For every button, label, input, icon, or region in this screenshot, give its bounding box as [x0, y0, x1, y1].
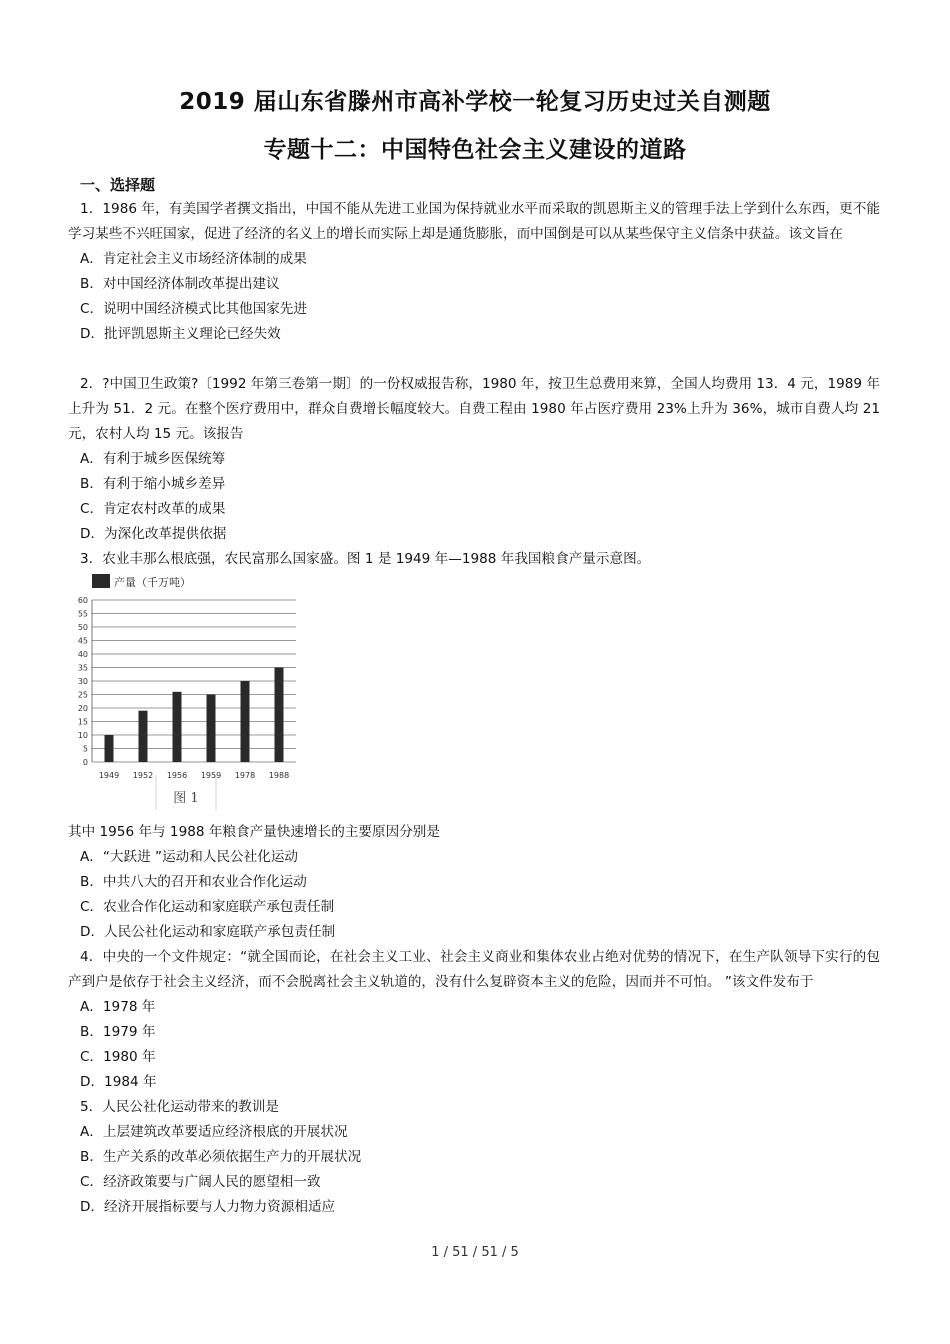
y-tick-label: 0: [82, 758, 88, 767]
y-tick-label: 35: [77, 663, 88, 673]
option-b: B．对中国经济体制改革提出建议: [80, 276, 280, 292]
bar-chart: [68, 570, 308, 815]
bar-1978: [241, 681, 250, 762]
option-d: D．1984 年: [80, 1074, 157, 1090]
y-tick-label: 5: [82, 744, 88, 754]
option-a: A．“大跃进 ”运动和人民公社化运动: [80, 849, 299, 865]
x-tick-label: 1949: [98, 771, 120, 780]
question-followup: 其中 1956 年与 1988 年粮食产量快速增长的主要原因分别是: [68, 824, 440, 840]
option-b: B．1979 年: [80, 1024, 156, 1040]
legend-label: 产量（千万吨）: [114, 576, 191, 589]
y-tick-label: 55: [77, 609, 88, 619]
y-tick-label: 60: [77, 596, 88, 605]
option-b: B．有利于缩小城乡差异: [80, 476, 226, 492]
y-tick-label: 20: [77, 704, 88, 713]
legend-swatch: [92, 574, 110, 588]
bar-1988: [275, 668, 284, 763]
option-d: D．为深化改革提供依据: [80, 526, 227, 542]
option-c: C．经济政策要与广阔人民的愿望相一致: [80, 1174, 321, 1190]
option-c: C．1980 年: [80, 1049, 156, 1065]
y-tick-label: 30: [77, 677, 88, 686]
option-a: A．上层建筑改革要适应经济根底的开展状况: [80, 1124, 348, 1140]
question-2: [68, 372, 880, 547]
y-tick-label: 50: [77, 623, 88, 632]
y-tick-label: 45: [77, 636, 88, 646]
option-a: A．肯定社会主义市场经济体制的成果: [80, 251, 307, 267]
figure-caption: 图 1: [173, 791, 199, 806]
question-stem: 3．农业丰那么根底强，农民富那么国家盛。图 1 是 1949 年—1988 年我国粮食产量示意图。: [80, 551, 651, 567]
x-tick-label: 1988: [268, 771, 290, 780]
x-tick-label: 1956: [166, 771, 188, 780]
page-number: 1 / 51 / 51 / 5: [431, 1245, 519, 1260]
option-c: C．农业合作化运动和家庭联产承包责任制: [80, 899, 335, 915]
option-a: A．1978 年: [80, 999, 156, 1015]
grain-output-chart: [68, 570, 308, 815]
question-stem: 5．人民公社化运动带来的教训是: [80, 1099, 279, 1115]
x-tick-label: 1978: [234, 771, 256, 780]
x-tick-label: 1959: [200, 771, 222, 780]
page-subtitle: 专题十二：中国特色社会主义建设的道路: [263, 137, 687, 163]
bar-1956: [173, 692, 182, 762]
y-tick-label: 15: [77, 717, 88, 727]
question-3: [68, 820, 880, 945]
option-d: D．批评凯恩斯主义理论已经失效: [80, 326, 281, 342]
question-1: [68, 197, 880, 347]
question-stem: 1．1986 年，有美国学者撰文指出，中国不能从先进工业国为保持就业水平而采取的凯恩斯主义的管理手法上学到什么东西，更不能学习某些不兴旺国家，促进了经济的名义上的增长而实际上却是通货膨胀，而中国倒是可以从某些保守主义信条中获益。该文旨在: [68, 201, 880, 242]
option-b: B．生产关系的改革必须依据生产力的开展状况: [80, 1149, 362, 1165]
option-c: C．说明中国经济模式比其他国家先进: [80, 301, 307, 317]
option-a: A．有利于城乡医保统筹: [80, 451, 226, 467]
section-heading: 一、选择题: [80, 176, 156, 194]
bar-1959: [207, 695, 216, 763]
question-stem: 2．?中国卫生政策?〔1992 年第三卷第一期〕的一份权威报告称，1980 年，按卫生总费用来算，全国人均费用 13．4 元，1989 年上升为 51．2 元。在整个医疗费用中，群众自费增长幅度较大。自费工程由 1980 年占医疗费用 23%上升为 36%，城市自费人均 21 元，农村人均 15 元。该报告: [68, 376, 880, 442]
option-c: C．肯定农村改革的成果: [80, 501, 226, 517]
y-tick-label: 10: [77, 731, 88, 740]
bar-1952: [139, 711, 148, 762]
page-title: 2019 届山东省滕州市高补学校一轮复习历史过关自测题: [179, 89, 771, 115]
question-3-stem: [68, 547, 880, 572]
option-b: B．中共八大的召开和农业合作化运动: [80, 874, 307, 890]
option-d: D．人民公社化运动和家庭联产承包责任制: [80, 924, 336, 940]
y-tick-label: 25: [77, 690, 88, 700]
x-tick-label: 1952: [132, 771, 154, 780]
option-d: D．经济开展指标要与人力物力资源相适应: [80, 1199, 336, 1215]
bar-1949: [105, 735, 114, 762]
question-4: [68, 945, 880, 1095]
question-stem: 4．中央的一个文件规定：“就全国而论，在社会主义工业、社会主义商业和集体农业占绝对优势的情况下，在生产队领导下实行的包产到户是依存于社会主义经济，而不会脱离社会主义轨道的，没有什么复辟资本主义的危险，因而并不可怕。 ”该文件发布于: [68, 949, 880, 990]
y-tick-label: 40: [77, 650, 88, 659]
question-5: [68, 1095, 880, 1220]
